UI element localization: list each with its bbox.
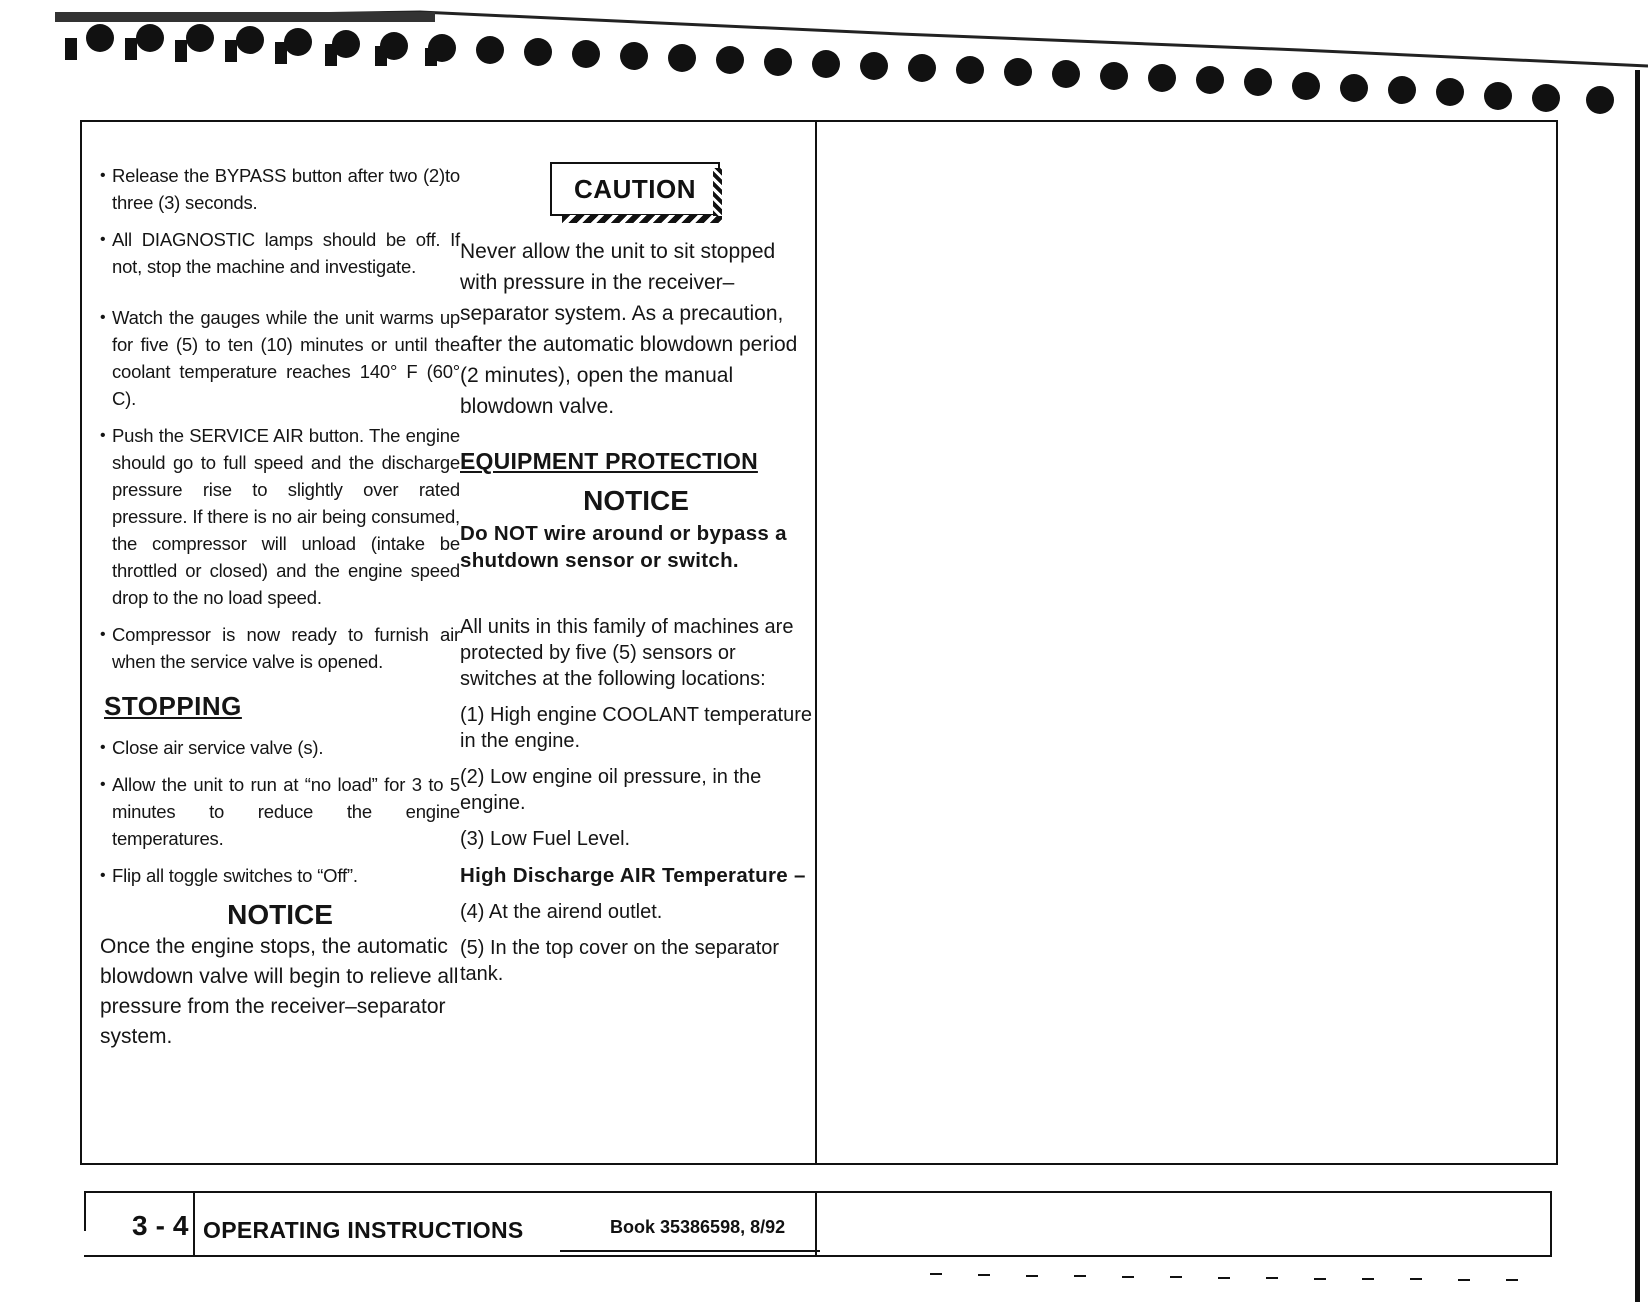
page-edge-line bbox=[1635, 70, 1640, 1302]
caution-hatch-side bbox=[713, 168, 722, 216]
list-item-text: Watch the gauges while the unit warms up for five (5) to ten (10) minutes or until the coolant temperature reaches 140° F (60° C). bbox=[112, 307, 460, 409]
footer-divider bbox=[815, 1191, 817, 1257]
footer-tick bbox=[84, 1191, 86, 1231]
footer-underline bbox=[560, 1250, 820, 1252]
notice-heading: NOTICE bbox=[583, 485, 689, 516]
book-reference: Book 35386598, 8/92 bbox=[610, 1217, 786, 1237]
list-item: (5) In the top cover on the separator tank. bbox=[460, 937, 780, 985]
edge-dashes bbox=[920, 1270, 1560, 1282]
list-item: (4) At the airend outlet. bbox=[460, 901, 663, 923]
bullet-icon: • bbox=[100, 167, 106, 184]
list-item-text: Close air service valve (s). bbox=[112, 737, 324, 758]
caution-hatch-bar bbox=[562, 215, 722, 223]
left-column bbox=[100, 162, 460, 1052]
list-item: (3) Low Fuel Level. bbox=[460, 828, 631, 850]
panel-divider bbox=[815, 120, 817, 1165]
stopping-heading: STOPPING bbox=[104, 691, 242, 721]
bullet-icon: • bbox=[100, 626, 106, 643]
section-title: OPERATING INSTRUCTIONS bbox=[203, 1217, 524, 1243]
list-item-text: Release the BYPASS button after two (2)to three (3) seconds. bbox=[112, 165, 460, 213]
caution-text: Never allow the unit to sit stopped with pressure in the receiver–separator system. As a precaution, after the automatic blowdown period (2 minutes), open the manual blowdown valve. bbox=[460, 240, 798, 418]
list-item: (1) High engine COOLANT temperature in the engine. bbox=[460, 704, 813, 752]
notice-text: Do NOT wire around or bypass a shutdown sensor or switch. bbox=[460, 522, 787, 572]
binding-holes-strip bbox=[0, 0, 1648, 125]
bold-subheading: High Discharge AIR Temperature – bbox=[460, 864, 806, 887]
bullet-icon: • bbox=[100, 867, 106, 884]
list-item bbox=[100, 162, 460, 216]
caution-label: CAUTION bbox=[550, 162, 720, 216]
list-item bbox=[100, 304, 460, 412]
bullet-icon: • bbox=[100, 739, 106, 756]
equipment-protection-heading: EQUIPMENT PROTECTION bbox=[460, 448, 758, 474]
list-item-text: All DIAGNOSTIC lamps should be off. If not, stop the machine and investigate. bbox=[112, 229, 460, 277]
middle-column bbox=[460, 236, 812, 987]
bullet-icon: • bbox=[100, 776, 106, 793]
bullet-icon: • bbox=[100, 427, 106, 444]
list-item bbox=[100, 621, 460, 675]
list-item-text: Compressor is now ready to furnish air when the service valve is opened. bbox=[112, 624, 460, 672]
list-item bbox=[100, 862, 460, 889]
list-item bbox=[100, 771, 460, 852]
notice-heading: NOTICE bbox=[227, 899, 333, 930]
notice-text: Once the engine stops, the automatic blowdown valve will begin to relieve all pressure from the receiver–separator system. bbox=[100, 935, 459, 1048]
list-item-text: Allow the unit to run at “no load” for 3 to 5 minutes to reduce the engine temperatures. bbox=[112, 774, 460, 849]
bullet-icon: • bbox=[100, 309, 106, 326]
list-item-text: Flip all toggle switches to “Off”. bbox=[112, 865, 358, 886]
bullet-icon: • bbox=[100, 231, 106, 248]
list-item bbox=[100, 734, 460, 761]
intro-text: All units in this family of machines are protected by five (5) sensors or switches at the following locations: bbox=[460, 616, 794, 690]
list-item: (2) Low engine oil pressure, in the engine. bbox=[460, 766, 762, 814]
list-item bbox=[100, 226, 460, 280]
list-item bbox=[100, 422, 460, 611]
page-number: 3-4 bbox=[132, 1210, 197, 1241]
list-item-text: Push the SERVICE AIR button. The engine should go to full speed and the discharge pressure rise to slightly over rated pressure. If there is no air being consumed, the compressor will unload (intake be throttled or closed) and the engine speed drop to the no load speed. bbox=[112, 425, 460, 608]
